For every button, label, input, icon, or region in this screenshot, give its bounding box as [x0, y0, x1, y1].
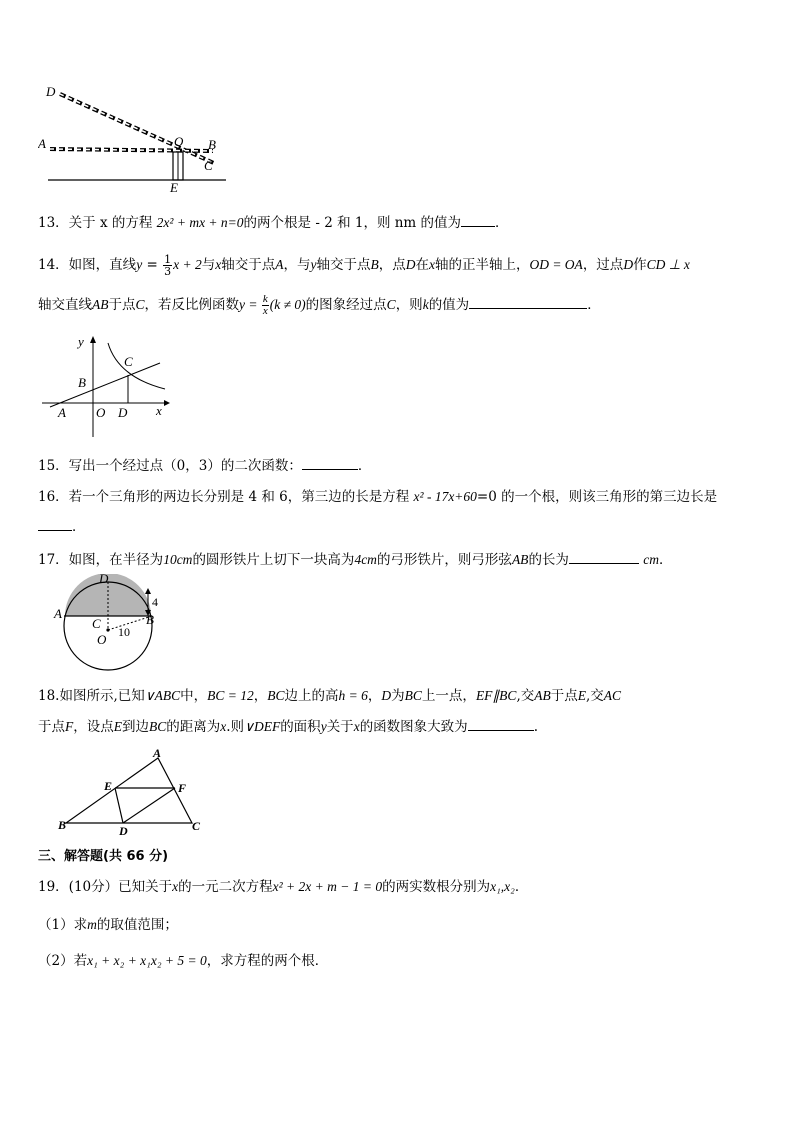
q14-y1: y: [310, 257, 317, 272]
label-4: 4: [152, 595, 158, 609]
figure-q17: [52, 574, 167, 674]
q18-t9: ,交: [585, 688, 604, 704]
q14-l2t1: 于点: [108, 297, 136, 313]
q18-e: E: [577, 688, 586, 703]
q19-p2-eq: x₁ + x₂ + x₁x₂ + 5 = 0: [87, 953, 207, 968]
q19-eq: x² + 2x + m − 1 = 0: [272, 879, 383, 894]
q15-answer-blank[interactable]: [302, 457, 358, 470]
q16-answer-blank[interactable]: [38, 518, 72, 531]
q14-pre: 14．如图，直线: [38, 257, 137, 273]
q17-unit: cm: [643, 552, 659, 567]
question-17: [38, 551, 672, 569]
center-dot: [106, 628, 109, 631]
q14-d2: D: [623, 257, 634, 272]
q16-pre: 16．若一个三角形的两边长分别是 4 和 6，第三边的长是方程: [38, 489, 414, 505]
hyperbola: [108, 343, 165, 389]
q14-cd: CD ⊥ x: [646, 257, 690, 272]
q18-l2g: 关于: [326, 719, 354, 735]
label-a: A: [58, 405, 66, 420]
q18-t3: 边上的高: [284, 688, 339, 704]
label-d: D: [118, 405, 128, 420]
question-18-line2: [38, 718, 538, 736]
q18-y: y: [320, 719, 327, 734]
label-d: D: [46, 84, 56, 99]
q14-t6: 在: [415, 257, 429, 273]
q18-ab: AB: [534, 688, 551, 703]
q19-p1-post: 的取值范围；: [96, 917, 178, 933]
label-d: D: [119, 824, 128, 838]
label-f: F: [178, 781, 187, 795]
q17-radius: 10cm: [163, 552, 193, 567]
q18-l2d: 的距离为: [166, 719, 221, 735]
q14-x1: x: [215, 257, 222, 272]
label-b: B: [78, 375, 86, 390]
segment-de: [115, 788, 123, 823]
q18-tri: ∨ABC: [144, 688, 181, 703]
q14-frac-num: 1: [164, 253, 172, 266]
q18-t8: 于点: [550, 688, 578, 704]
q17-height: 4cm: [354, 552, 377, 567]
label-a: A: [54, 606, 62, 621]
label-c: C: [192, 819, 201, 833]
q18-answer-blank[interactable]: [468, 718, 534, 731]
q14-l2t4: ，则: [395, 297, 423, 313]
label-o: O: [174, 134, 184, 149]
q14-answer-blank[interactable]: [469, 296, 587, 309]
label-o: O: [97, 632, 107, 647]
q14-t2: 轴交于点: [221, 257, 276, 273]
q18-t6: 上一点，: [421, 688, 476, 704]
q19-pre: 19．(10分）已知关于: [38, 879, 173, 895]
label-b: B: [146, 612, 154, 627]
q14-odoa: OD = OA: [529, 257, 583, 272]
q14-k: k: [422, 297, 429, 312]
figure-lever: [38, 82, 228, 197]
q14-t5: ，点: [378, 257, 406, 273]
q14-x2: x: [428, 257, 435, 272]
q18-l2a: 于点: [38, 719, 65, 735]
q18-d: D: [381, 688, 392, 703]
figure-q18: [56, 748, 206, 838]
q18-l2h: 的函数图象大致为: [359, 719, 468, 735]
q17-answer-blank[interactable]: [569, 551, 639, 564]
q14-t8: ，过点: [582, 257, 624, 273]
q13-pre: 13．关于 x 的方程: [38, 215, 157, 231]
q17-end: ．: [658, 552, 673, 568]
q18-h: h = 6: [338, 688, 368, 703]
label-x: x: [156, 403, 162, 418]
q16-eq: x² - 17x+60: [413, 489, 477, 504]
q18-x2: x: [353, 719, 360, 734]
question-13: [38, 214, 509, 232]
q19-x: x: [172, 879, 179, 894]
q18-t5: 为: [391, 688, 405, 704]
q13-end: ．: [495, 215, 509, 231]
label-c: C: [92, 616, 101, 631]
q17-t1: 的圆形铁片上切下一块高为: [192, 552, 355, 568]
q14-fraction: [163, 254, 172, 277]
q14-l2t3: 的图象经过点: [305, 297, 387, 313]
q14-b: B: [370, 257, 379, 272]
label-o: O: [96, 405, 106, 420]
q18-bc2: BC: [267, 688, 285, 703]
q18-l2b: ，设点: [73, 719, 114, 735]
figure-q14: [38, 333, 173, 441]
question-19: [38, 878, 528, 896]
triangle-abc: [66, 758, 192, 823]
label-a: A: [38, 136, 46, 151]
q18-bc3: BC: [404, 688, 422, 703]
q19-t2: 的两实数根分别为: [382, 879, 491, 895]
q14-frac-den: 3: [164, 265, 172, 278]
q14-kcond: (k ≠ 0): [269, 297, 306, 312]
q14-k-fraction: [262, 294, 269, 317]
q14-kf-den: x: [262, 305, 268, 317]
question-14: [38, 254, 690, 277]
y-arrow: [90, 336, 96, 343]
label-c: C: [204, 158, 213, 173]
q18-t4: ，: [367, 688, 382, 704]
q13-answer-blank[interactable]: [461, 214, 495, 227]
label-y: y: [78, 334, 84, 349]
q18-l2e: .则: [226, 719, 245, 735]
q14-l2t2: ，若反比例函数: [144, 297, 240, 313]
question-15: [38, 457, 371, 475]
q19-roots: x₁,x₂: [490, 879, 515, 894]
label-b: B: [58, 818, 67, 832]
q18-bc4: BC: [149, 719, 167, 734]
q14-l2-pre: 轴交直线: [38, 297, 92, 313]
question-16: [38, 488, 717, 506]
q14-t9: 作: [633, 257, 647, 273]
q14-c: C: [135, 297, 145, 312]
q16-post: =0 的一个根，则该三角形的第三边长是: [476, 489, 718, 505]
label-e: E: [104, 779, 113, 793]
label-a: A: [153, 748, 162, 760]
q18-def: ∨DEF: [244, 719, 281, 734]
q19-p1-m: m: [87, 917, 97, 932]
q14-d: D: [405, 257, 416, 272]
q14-l2t5: 的值为: [428, 297, 470, 313]
q14-t1: 与: [201, 257, 216, 273]
q13-equation: 2x² + mx + n=0: [156, 215, 244, 230]
q14-t7: 轴的正半轴上，: [434, 257, 530, 273]
q14-xpart: x + 2: [173, 257, 202, 272]
q17-ab: AB: [511, 552, 529, 567]
q14-y2: y =: [239, 297, 261, 312]
q14-eq: =: [142, 257, 163, 273]
q18-t1: 中，: [180, 688, 208, 704]
q14-end: ．: [587, 297, 601, 313]
q19-t1: 的一元二次方程: [178, 879, 273, 895]
label-10: 10: [118, 625, 130, 639]
q14-c2: C: [386, 297, 396, 312]
q15-end: ．: [357, 458, 372, 474]
q19-p2-post: ，求方程的两个根．: [206, 953, 329, 969]
q19-p1-pre: （1）求: [38, 917, 88, 933]
label-b: B: [208, 137, 216, 152]
section-3-heading: 三、解答题(共 66 分): [38, 849, 169, 864]
q18-bc: BC = 12: [207, 688, 254, 703]
question-16-line2: [38, 518, 86, 536]
q18-ef: EF∥BC: [475, 688, 517, 703]
label-c: C: [124, 354, 133, 369]
x-arrow: [164, 400, 170, 406]
q14-t3: ，与: [283, 257, 311, 273]
q15-text: 15．写出一个经过点（0，3）的二次函数：: [38, 458, 302, 474]
q18-l2c: 到边: [122, 719, 149, 735]
q14-kf-num: k: [262, 293, 268, 305]
q14-t4: 轴交于点: [316, 257, 371, 273]
q18-e2: E: [113, 719, 122, 734]
question-19-part2: [38, 952, 328, 970]
q18-ac: AC: [603, 688, 622, 703]
q18-t2: ，: [253, 688, 268, 704]
q18-l2f: 的面积: [280, 719, 321, 735]
segment-df: [123, 788, 175, 823]
q13-post: 的两个根是 - 2 和 1，则 nm 的值为: [243, 215, 462, 231]
q18-t7: ,交: [516, 688, 535, 704]
q18-pre: 18.如图所示,已知: [38, 688, 145, 704]
q16-end: ．: [72, 519, 86, 535]
label-e: E: [170, 180, 178, 195]
q19-end: ．: [514, 879, 529, 895]
q17-t3: 的长为: [528, 552, 569, 568]
q17-t2: 的弓形铁片，则弓形弦: [376, 552, 512, 568]
q17-pre: 17．如图，在半径为: [38, 552, 164, 568]
question-19-part1: [38, 916, 178, 934]
label-d: D: [99, 574, 109, 586]
q14-y: y: [136, 257, 143, 272]
q14-a: A: [275, 257, 284, 272]
q18-x: x: [220, 719, 227, 734]
arrow-top: [145, 588, 151, 594]
question-18: [38, 687, 621, 705]
q14-ab: AB: [92, 297, 109, 312]
question-14-line2: [38, 294, 601, 317]
line-ab: [50, 363, 160, 407]
q18-f: F: [65, 719, 74, 734]
q19-p2-pre: （2）若: [38, 953, 88, 969]
q18-end: .: [533, 719, 538, 735]
